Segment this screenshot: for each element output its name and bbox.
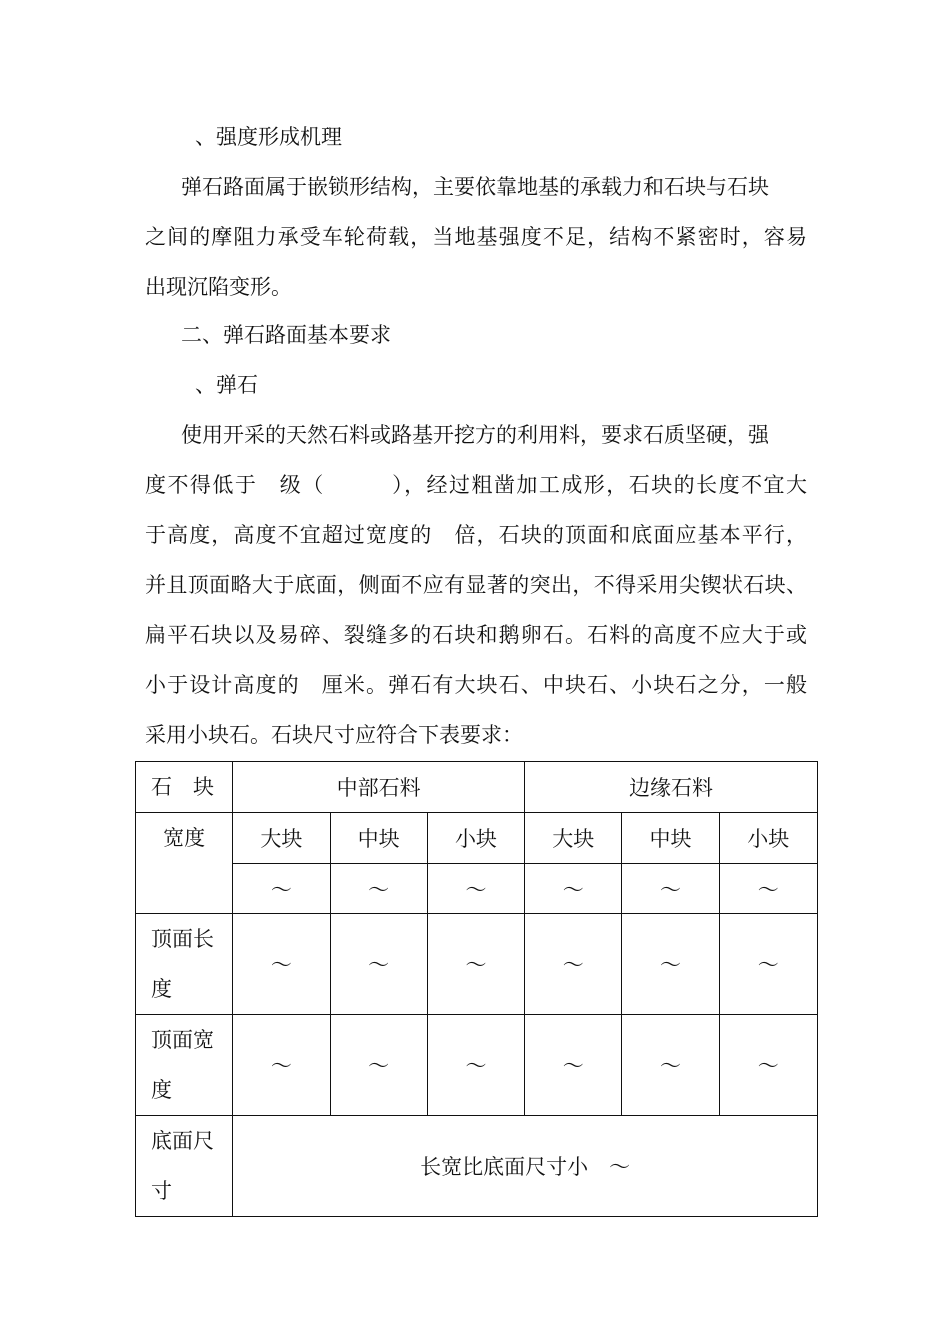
- stone-size-table: [135, 761, 818, 1217]
- paragraph-line: 度不得低于 级（ ），经过粗凿加工成形，石块的长度不宜大: [145, 473, 807, 497]
- table-corner-header: 石 块: [136, 762, 233, 813]
- table-cell: ～: [427, 1015, 524, 1116]
- table-cell: ～: [330, 1015, 427, 1116]
- table-cell: ～: [719, 914, 817, 1015]
- size-header-small: 小块: [719, 813, 817, 864]
- table-cell: ～: [719, 864, 817, 914]
- section-heading-requirements: 二、弹石路面基本要求: [181, 323, 391, 347]
- table-cell: ～: [233, 864, 330, 914]
- size-header-small: 小块: [427, 813, 524, 864]
- table-cell: ～: [622, 864, 719, 914]
- paragraph-line: 使用开采的天然石料或路基开挖方的利用料，要求石质坚硬，强: [181, 423, 769, 447]
- size-header-medium: 中块: [330, 813, 427, 864]
- row-label-width: 宽度: [136, 813, 233, 914]
- table-cell: ～: [330, 864, 427, 914]
- group-header-middle: 中部石料: [233, 762, 525, 813]
- table-cell: ～: [525, 1015, 622, 1116]
- paragraph-line: 于高度，高度不宜超过宽度的 倍，石块的顶面和底面应基本平行，: [145, 523, 807, 547]
- section-heading-strength: 、强度形成机理: [195, 125, 342, 149]
- table-cell: ～: [525, 914, 622, 1015]
- table-cell: ～: [525, 864, 622, 914]
- paragraph-line: 采用小块石。石块尺寸应符合下表要求：: [145, 723, 523, 747]
- paragraph-line: 并且顶面略大于底面，侧面不应有显著的突出，不得采用尖锲状石块、: [145, 573, 807, 597]
- row-label-top-width: 顶面宽度: [136, 1015, 233, 1116]
- paragraph-line: 之间的摩阻力承受车轮荷载，当地基强度不足，结构不紧密时，容易: [145, 225, 807, 249]
- table-cell: ～: [427, 864, 524, 914]
- table-cell: ～: [622, 914, 719, 1015]
- row-label-bottom-size: 底面尺寸: [136, 1116, 233, 1217]
- paragraph-line: 小于设计高度的 厘米。弹石有大块石、中块石、小块石之分，一般: [145, 673, 807, 697]
- bottom-size-note: 长宽比底面尺寸小 ～: [233, 1116, 818, 1217]
- table-cell: ～: [427, 914, 524, 1015]
- paragraph-line: 扁平石块以及易碎、裂缝多的石块和鹅卵石。石料的高度不应大于或: [145, 623, 807, 647]
- paragraph-line: 出现沉陷变形。: [145, 275, 292, 299]
- subsection-heading-stone: 、弹石: [195, 373, 258, 397]
- group-header-edge: 边缘石料: [525, 762, 818, 813]
- paragraph-line: 弹石路面属于嵌锁形结构，主要依靠地基的承载力和石块与石块: [181, 175, 769, 199]
- size-header-large: 大块: [525, 813, 622, 864]
- table-cell: ～: [719, 1015, 817, 1116]
- size-header-large: 大块: [233, 813, 330, 864]
- table-cell: ～: [622, 1015, 719, 1116]
- table-cell: ～: [233, 1015, 330, 1116]
- row-label-top-length: 顶面长度: [136, 914, 233, 1015]
- table-cell: ～: [233, 914, 330, 1015]
- table-cell: ～: [330, 914, 427, 1015]
- size-header-medium: 中块: [622, 813, 719, 864]
